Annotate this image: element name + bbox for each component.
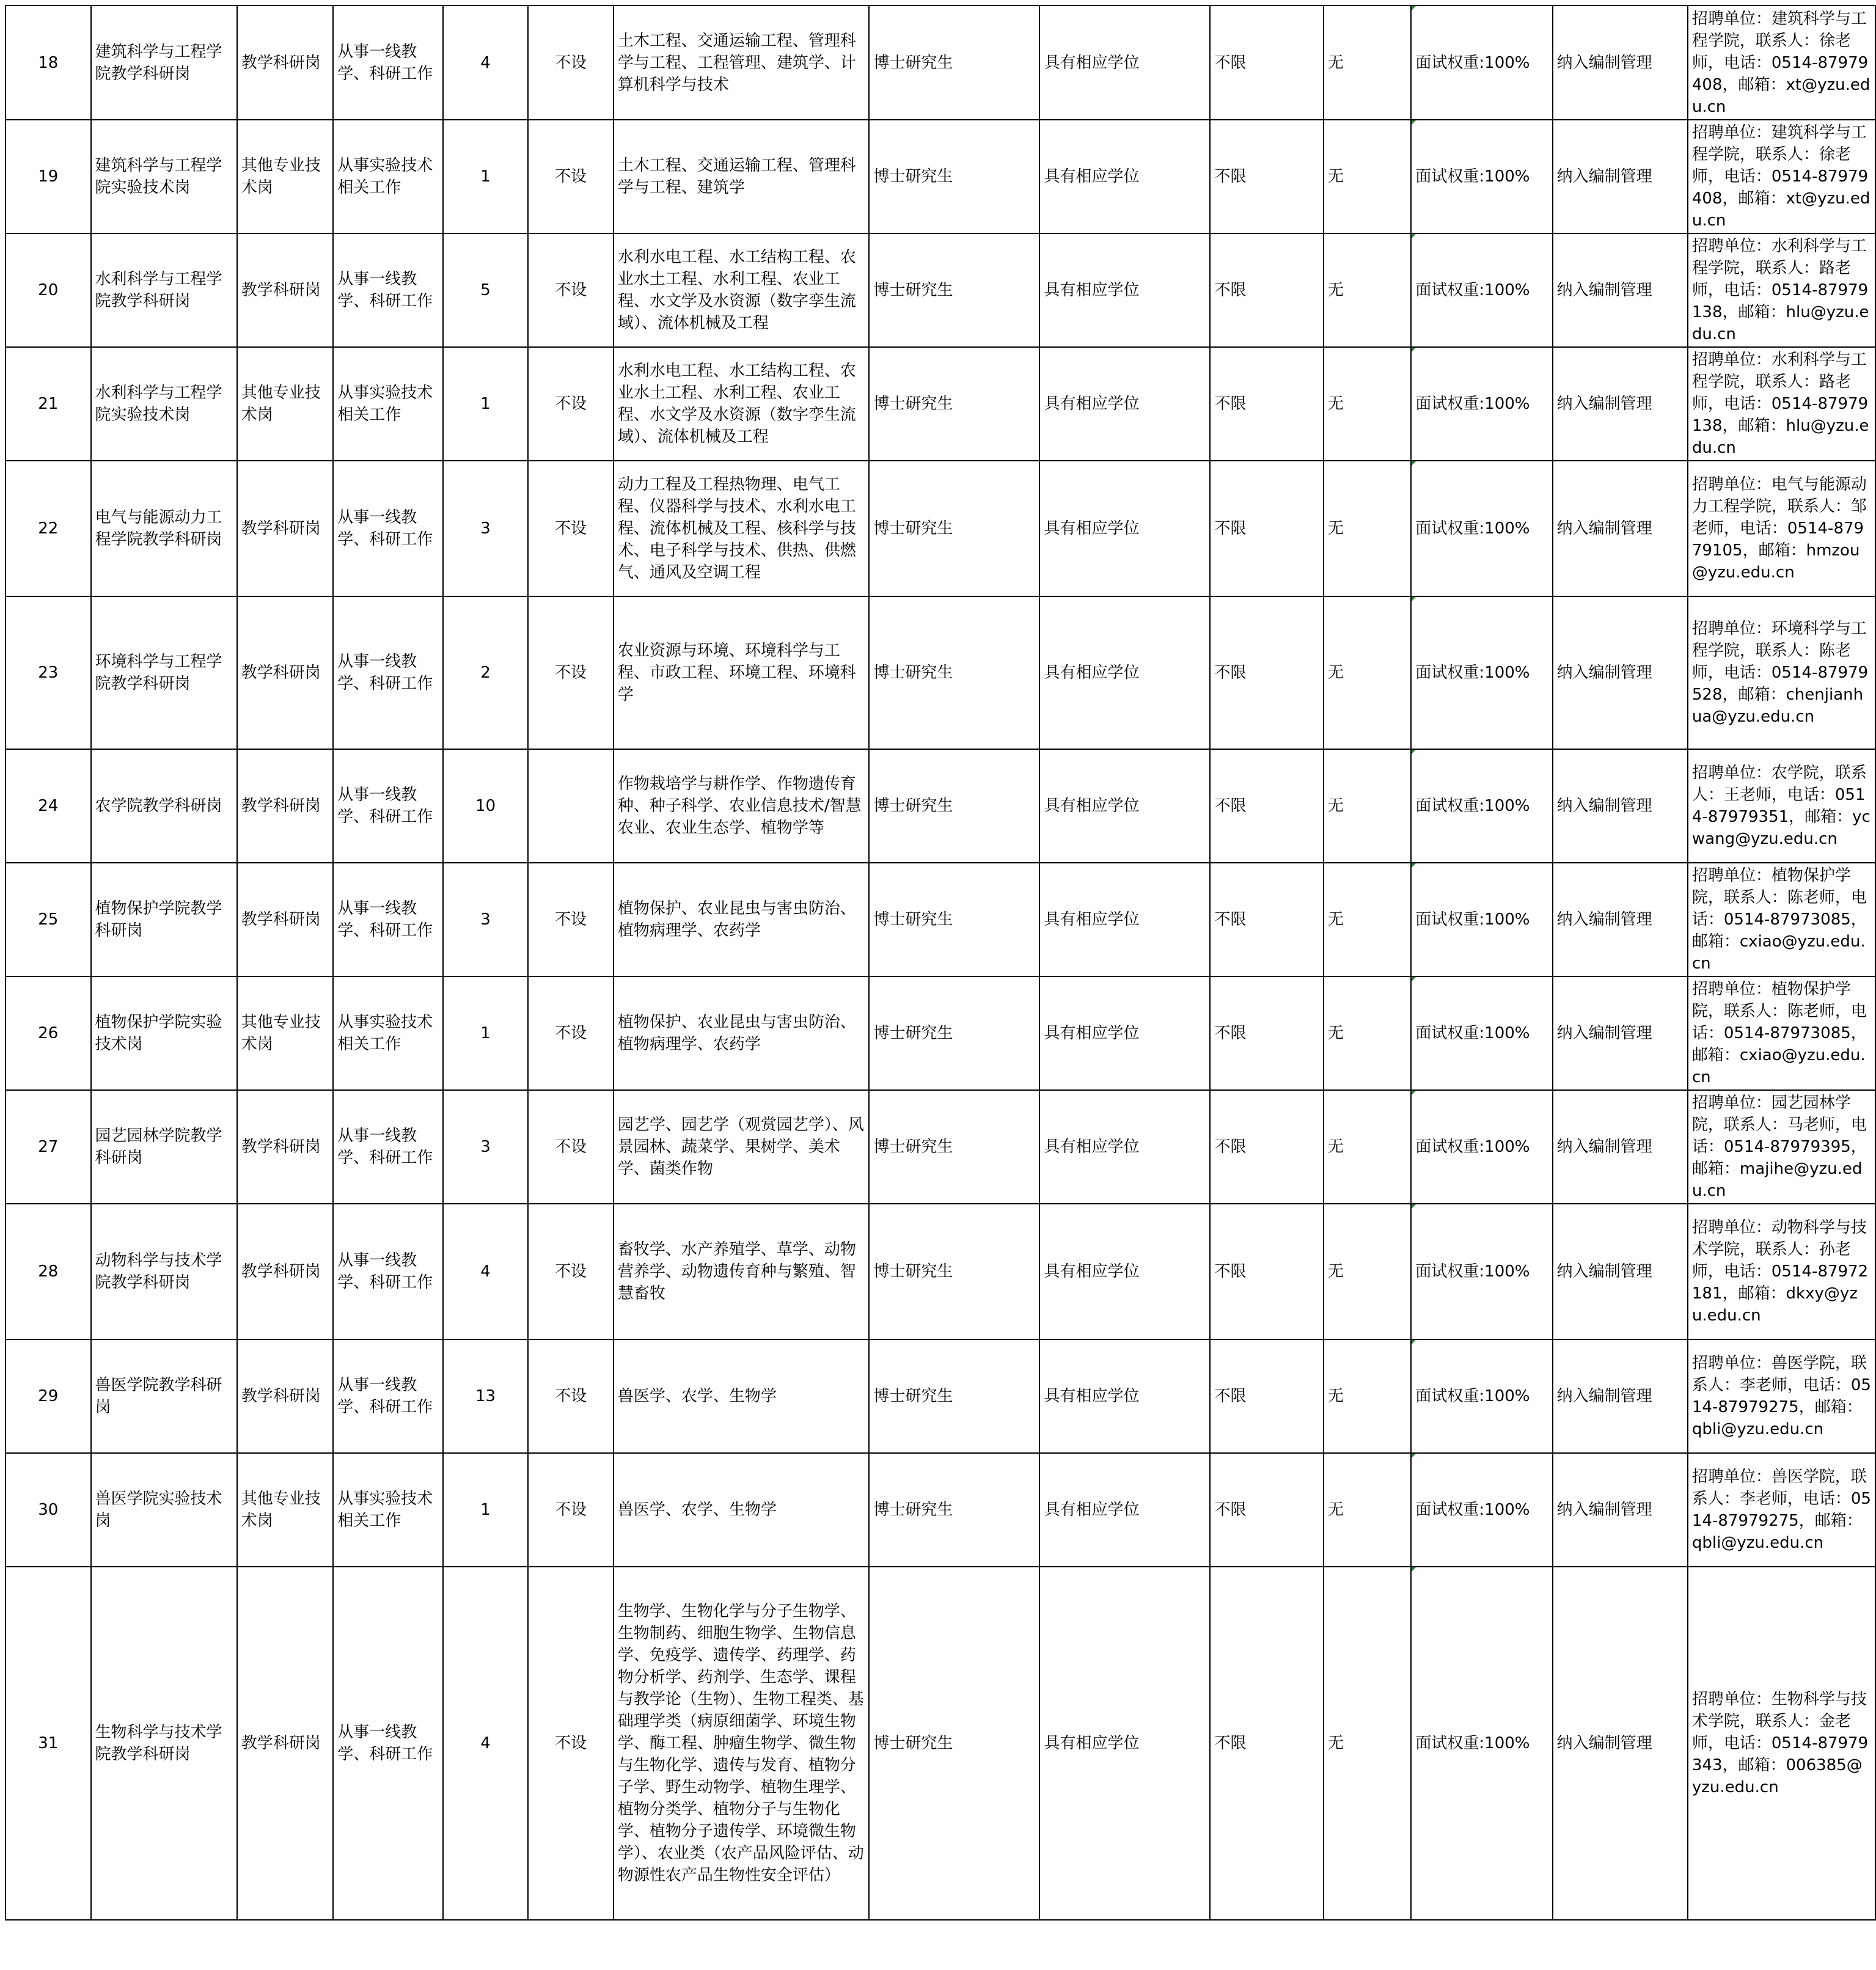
recruit-count-cell: 3 <box>443 461 529 596</box>
major-requirement-cell: 植物保护、农业昆虫与害虫防治、植物病理学、农药学 <box>614 863 870 976</box>
job-duty-cell: 从事一线教学、科研工作 <box>333 233 443 347</box>
age-requirement-cell: 不限 <box>1210 461 1323 596</box>
age-requirement-cell: 不限 <box>1210 1204 1323 1339</box>
row-number-cell: 27 <box>5 1090 91 1204</box>
row-number-cell: 30 <box>5 1453 91 1567</box>
contact-info-cell: 招聘单位：农学院，联系人：王老师，电话：0514-87979351，邮箱：ycwang@yzu.edu.cn <box>1688 749 1875 863</box>
other-requirement-cell: 无 <box>1324 863 1412 976</box>
job-duty-cell: 从事实验技术相关工作 <box>333 976 443 1090</box>
contact-info-cell: 招聘单位：环境科学与工程学院，联系人：陈老师，电话：0514-87979528，邮箱：chenjianhua@yzu.edu.cn <box>1688 596 1875 749</box>
job-duty-cell: 从事一线教学、科研工作 <box>333 5 443 120</box>
interview-weight-cell: 面试权重:100% <box>1411 1204 1552 1339</box>
row-number-cell: 29 <box>5 1339 91 1453</box>
recruit-count-cell: 4 <box>443 1567 529 1920</box>
open-ratio-cell: 不设 <box>528 347 614 461</box>
contact-info-cell: 招聘单位：植物保护学院，联系人：陈老师，电话：0514-87973085，邮箱：cxiao@yzu.edu.cn <box>1688 863 1875 976</box>
position-category-cell: 教学科研岗 <box>237 1339 334 1453</box>
position-category-cell: 教学科研岗 <box>237 461 334 596</box>
position-category-cell: 教学科研岗 <box>237 1567 334 1920</box>
major-requirement-cell: 园艺学、园艺学（观赏园艺学）、风景园林、蔬菜学、果树学、美术学、菌类作物 <box>614 1090 870 1204</box>
other-requirement-cell: 无 <box>1324 461 1412 596</box>
other-requirement-cell: 无 <box>1324 1204 1412 1339</box>
job-duty-cell: 从事一线教学、科研工作 <box>333 749 443 863</box>
table-row <box>5 976 1875 1090</box>
interview-weight-cell: 面试权重:100% <box>1411 233 1552 347</box>
row-number-cell: 18 <box>5 5 91 120</box>
education-requirement-cell: 博士研究生 <box>869 1567 1039 1920</box>
interview-weight-cell: 面试权重:100% <box>1411 120 1552 233</box>
recruit-count-cell: 1 <box>443 120 529 233</box>
degree-requirement-cell: 具有相应学位 <box>1039 749 1210 863</box>
position-name-cell: 建筑科学与工程学院教学科研岗 <box>91 5 237 120</box>
staffing-management-cell: 纳入编制管理 <box>1553 233 1688 347</box>
age-requirement-cell: 不限 <box>1210 1339 1323 1453</box>
staffing-management-cell: 纳入编制管理 <box>1553 1567 1688 1920</box>
position-category-cell: 其他专业技术岗 <box>237 120 334 233</box>
position-name-cell: 园艺园林学院教学科研岗 <box>91 1090 237 1204</box>
interview-weight-cell: 面试权重:100% <box>1411 596 1552 749</box>
row-number-cell: 24 <box>5 749 91 863</box>
degree-requirement-cell: 具有相应学位 <box>1039 1204 1210 1339</box>
other-requirement-cell: 无 <box>1324 749 1412 863</box>
other-requirement-cell: 无 <box>1324 347 1412 461</box>
position-name-cell: 水利科学与工程学院教学科研岗 <box>91 233 237 347</box>
contact-info-cell: 招聘单位：兽医学院，联系人：李老师，电话：0514-87979275，邮箱：qbli@yzu.edu.cn <box>1688 1339 1875 1453</box>
recruit-count-cell: 10 <box>443 749 529 863</box>
position-category-cell: 教学科研岗 <box>237 5 334 120</box>
position-category-cell: 教学科研岗 <box>237 749 334 863</box>
table-row <box>5 1567 1875 1920</box>
major-requirement-cell: 水利水电工程、水工结构工程、农业水土工程、水利工程、农业工程、水文学及水资源（数字孪生流域）、流体机械及工程 <box>614 347 870 461</box>
education-requirement-cell: 博士研究生 <box>869 461 1039 596</box>
position-category-cell: 其他专业技术岗 <box>237 347 334 461</box>
major-requirement-cell: 土木工程、交通运输工程、管理科学与工程、建筑学 <box>614 120 870 233</box>
interview-weight-cell: 面试权重:100% <box>1411 347 1552 461</box>
degree-requirement-cell: 具有相应学位 <box>1039 120 1210 233</box>
row-number-cell: 22 <box>5 461 91 596</box>
recruit-count-cell: 1 <box>443 347 529 461</box>
open-ratio-cell: 不设 <box>528 120 614 233</box>
row-number-cell: 19 <box>5 120 91 233</box>
degree-requirement-cell: 具有相应学位 <box>1039 1339 1210 1453</box>
staffing-management-cell: 纳入编制管理 <box>1553 461 1688 596</box>
other-requirement-cell: 无 <box>1324 1339 1412 1453</box>
contact-info-cell: 招聘单位：兽医学院，联系人：李老师，电话：0514-87979275，邮箱：qbli@yzu.edu.cn <box>1688 1453 1875 1567</box>
open-ratio-cell <box>528 749 614 863</box>
row-number-cell: 20 <box>5 233 91 347</box>
major-requirement-cell: 动力工程及工程热物理、电气工程、仪器科学与技术、水利水电工程、流体机械及工程、核科学与技术、电子科学与技术、供热、供燃气、通风及空调工程 <box>614 461 870 596</box>
position-name-cell: 环境科学与工程学院教学科研岗 <box>91 596 237 749</box>
contact-info-cell: 招聘单位：水利科学与工程学院，联系人：路老师，电话：0514-87979138，邮箱：hlu@yzu.edu.cn <box>1688 347 1875 461</box>
job-duty-cell: 从事一线教学、科研工作 <box>333 863 443 976</box>
staffing-management-cell: 纳入编制管理 <box>1553 976 1688 1090</box>
position-name-cell: 生物科学与技术学院教学科研岗 <box>91 1567 237 1920</box>
open-ratio-cell: 不设 <box>528 976 614 1090</box>
open-ratio-cell: 不设 <box>528 863 614 976</box>
recruit-count-cell: 3 <box>443 863 529 976</box>
position-name-cell: 动物科学与技术学院教学科研岗 <box>91 1204 237 1339</box>
job-duty-cell: 从事一线教学、科研工作 <box>333 461 443 596</box>
interview-weight-cell: 面试权重:100% <box>1411 461 1552 596</box>
interview-weight-cell: 面试权重:100% <box>1411 749 1552 863</box>
contact-info-cell: 招聘单位：建筑科学与工程学院，联系人：徐老师，电话：0514-87979408，邮箱：xt@yzu.edu.cn <box>1688 120 1875 233</box>
degree-requirement-cell: 具有相应学位 <box>1039 5 1210 120</box>
table-row <box>5 749 1875 863</box>
major-requirement-cell: 植物保护、农业昆虫与害虫防治、植物病理学、农药学 <box>614 976 870 1090</box>
position-name-cell: 建筑科学与工程学院实验技术岗 <box>91 120 237 233</box>
recruit-count-cell: 4 <box>443 1204 529 1339</box>
major-requirement-cell: 水利水电工程、水工结构工程、农业水土工程、水利工程、农业工程、水文学及水资源（数字孪生流域）、流体机械及工程 <box>614 233 870 347</box>
contact-info-cell: 招聘单位：园艺园林学院，联系人：马老师，电话：0514-87979395，邮箱：majihe@yzu.edu.cn <box>1688 1090 1875 1204</box>
education-requirement-cell: 博士研究生 <box>869 596 1039 749</box>
education-requirement-cell: 博士研究生 <box>869 233 1039 347</box>
table-row <box>5 1204 1875 1339</box>
job-duty-cell: 从事一线教学、科研工作 <box>333 1090 443 1204</box>
education-requirement-cell: 博士研究生 <box>869 863 1039 976</box>
row-number-cell: 23 <box>5 596 91 749</box>
degree-requirement-cell: 具有相应学位 <box>1039 233 1210 347</box>
open-ratio-cell: 不设 <box>528 1453 614 1567</box>
age-requirement-cell: 不限 <box>1210 1090 1323 1204</box>
contact-info-cell: 招聘单位：动物科学与技术学院，联系人：孙老师，电话：0514-87972181，邮箱：dkxy@yzu.edu.cn <box>1688 1204 1875 1339</box>
degree-requirement-cell: 具有相应学位 <box>1039 1567 1210 1920</box>
job-duty-cell: 从事一线教学、科研工作 <box>333 1204 443 1339</box>
contact-info-cell: 招聘单位：电气与能源动力工程学院，联系人：邹老师，电话：0514-87979105，邮箱：hmzou@yzu.edu.cn <box>1688 461 1875 596</box>
degree-requirement-cell: 具有相应学位 <box>1039 1453 1210 1567</box>
age-requirement-cell: 不限 <box>1210 976 1323 1090</box>
other-requirement-cell: 无 <box>1324 5 1412 120</box>
position-category-cell: 其他专业技术岗 <box>237 976 334 1090</box>
position-name-cell: 兽医学院实验技术岗 <box>91 1453 237 1567</box>
interview-weight-cell: 面试权重:100% <box>1411 976 1552 1090</box>
row-number-cell: 25 <box>5 863 91 976</box>
education-requirement-cell: 博士研究生 <box>869 976 1039 1090</box>
age-requirement-cell: 不限 <box>1210 5 1323 120</box>
interview-weight-cell: 面试权重:100% <box>1411 1567 1552 1920</box>
position-name-cell: 水利科学与工程学院实验技术岗 <box>91 347 237 461</box>
major-requirement-cell: 兽医学、农学、生物学 <box>614 1453 870 1567</box>
major-requirement-cell: 畜牧学、水产养殖学、草学、动物营养学、动物遗传育种与繁殖、智慧畜牧 <box>614 1204 870 1339</box>
position-category-cell: 教学科研岗 <box>237 1204 334 1339</box>
position-name-cell: 植物保护学院教学科研岗 <box>91 863 237 976</box>
age-requirement-cell: 不限 <box>1210 1453 1323 1567</box>
major-requirement-cell: 生物学、生物化学与分子生物学、生物制药、细胞生物学、生物信息学、免疫学、遗传学、药理学、药物分析学、药剂学、生态学、课程与教学论（生物）、生物工程类、基础理学类（病原细菌学、环境生物学、酶工程、肿瘤生物学、微生物与生物化学、遗传与发育、植物分子学、野生动物学、植物生理学、植物分类学、植物分子与生物化学、植物分子遗传学、环境微生物学）、农业类（农产品风险评估、动物源性农产品生物性安全评估） <box>614 1567 870 1920</box>
education-requirement-cell: 博士研究生 <box>869 1453 1039 1567</box>
degree-requirement-cell: 具有相应学位 <box>1039 976 1210 1090</box>
open-ratio-cell: 不设 <box>528 1204 614 1339</box>
open-ratio-cell: 不设 <box>528 1090 614 1204</box>
staffing-management-cell: 纳入编制管理 <box>1553 5 1688 120</box>
table-row <box>5 1339 1875 1453</box>
open-ratio-cell: 不设 <box>528 1567 614 1920</box>
education-requirement-cell: 博士研究生 <box>869 5 1039 120</box>
job-duty-cell: 从事实验技术相关工作 <box>333 120 443 233</box>
major-requirement-cell: 土木工程、交通运输工程、管理科学与工程、工程管理、建筑学、计算机科学与技术 <box>614 5 870 120</box>
job-duty-cell: 从事一线教学、科研工作 <box>333 1567 443 1920</box>
table-row <box>5 347 1875 461</box>
staffing-management-cell: 纳入编制管理 <box>1553 1090 1688 1204</box>
recruit-count-cell: 13 <box>443 1339 529 1453</box>
degree-requirement-cell: 具有相应学位 <box>1039 863 1210 976</box>
row-number-cell: 26 <box>5 976 91 1090</box>
major-requirement-cell: 作物栽培学与耕作学、作物遗传育种、种子科学、农业信息技术/智慧农业、农业生态学、植物学等 <box>614 749 870 863</box>
table-row <box>5 863 1875 976</box>
position-name-cell: 植物保护学院实验技术岗 <box>91 976 237 1090</box>
age-requirement-cell: 不限 <box>1210 596 1323 749</box>
table-row <box>5 120 1875 233</box>
age-requirement-cell: 不限 <box>1210 347 1323 461</box>
education-requirement-cell: 博士研究生 <box>869 347 1039 461</box>
recruit-count-cell: 1 <box>443 1453 529 1567</box>
job-duty-cell: 从事一线教学、科研工作 <box>333 1339 443 1453</box>
education-requirement-cell: 博士研究生 <box>869 1204 1039 1339</box>
age-requirement-cell: 不限 <box>1210 749 1323 863</box>
job-duty-cell: 从事一线教学、科研工作 <box>333 596 443 749</box>
other-requirement-cell: 无 <box>1324 1090 1412 1204</box>
position-name-cell: 兽医学院教学科研岗 <box>91 1339 237 1453</box>
age-requirement-cell: 不限 <box>1210 863 1323 976</box>
table-row <box>5 461 1875 596</box>
recruitment-table <box>5 5 1876 1921</box>
interview-weight-cell: 面试权重:100% <box>1411 1339 1552 1453</box>
open-ratio-cell: 不设 <box>528 596 614 749</box>
age-requirement-cell: 不限 <box>1210 120 1323 233</box>
staffing-management-cell: 纳入编制管理 <box>1553 1453 1688 1567</box>
education-requirement-cell: 博士研究生 <box>869 749 1039 863</box>
degree-requirement-cell: 具有相应学位 <box>1039 461 1210 596</box>
recruit-count-cell: 2 <box>443 596 529 749</box>
degree-requirement-cell: 具有相应学位 <box>1039 596 1210 749</box>
position-category-cell: 教学科研岗 <box>237 1090 334 1204</box>
other-requirement-cell: 无 <box>1324 233 1412 347</box>
recruit-count-cell: 4 <box>443 5 529 120</box>
education-requirement-cell: 博士研究生 <box>869 1339 1039 1453</box>
other-requirement-cell: 无 <box>1324 1567 1412 1920</box>
education-requirement-cell: 博士研究生 <box>869 1090 1039 1204</box>
age-requirement-cell: 不限 <box>1210 233 1323 347</box>
staffing-management-cell: 纳入编制管理 <box>1553 863 1688 976</box>
job-duty-cell: 从事实验技术相关工作 <box>333 347 443 461</box>
age-requirement-cell: 不限 <box>1210 1567 1323 1920</box>
position-category-cell: 教学科研岗 <box>237 863 334 976</box>
table-row <box>5 5 1875 120</box>
interview-weight-cell: 面试权重:100% <box>1411 5 1552 120</box>
contact-info-cell: 招聘单位：生物科学与技术学院，联系人：金老师，电话：0514-87979343，邮箱：006385@yzu.edu.cn <box>1688 1567 1875 1920</box>
open-ratio-cell: 不设 <box>528 5 614 120</box>
staffing-management-cell: 纳入编制管理 <box>1553 596 1688 749</box>
job-duty-cell: 从事实验技术相关工作 <box>333 1453 443 1567</box>
education-requirement-cell: 博士研究生 <box>869 120 1039 233</box>
position-name-cell: 农学院教学科研岗 <box>91 749 237 863</box>
interview-weight-cell: 面试权重:100% <box>1411 863 1552 976</box>
recruit-count-cell: 1 <box>443 976 529 1090</box>
table-body <box>5 5 1875 1920</box>
row-number-cell: 21 <box>5 347 91 461</box>
table-row <box>5 1453 1875 1567</box>
interview-weight-cell: 面试权重:100% <box>1411 1090 1552 1204</box>
staffing-management-cell: 纳入编制管理 <box>1553 749 1688 863</box>
other-requirement-cell: 无 <box>1324 120 1412 233</box>
table-row <box>5 1090 1875 1204</box>
contact-info-cell: 招聘单位：建筑科学与工程学院，联系人：徐老师，电话：0514-87979408，邮箱：xt@yzu.edu.cn <box>1688 5 1875 120</box>
position-category-cell: 教学科研岗 <box>237 596 334 749</box>
staffing-management-cell: 纳入编制管理 <box>1553 1339 1688 1453</box>
recruit-count-cell: 3 <box>443 1090 529 1204</box>
row-number-cell: 28 <box>5 1204 91 1339</box>
staffing-management-cell: 纳入编制管理 <box>1553 347 1688 461</box>
position-name-cell: 电气与能源动力工程学院教学科研岗 <box>91 461 237 596</box>
table-row <box>5 596 1875 749</box>
other-requirement-cell: 无 <box>1324 1453 1412 1567</box>
open-ratio-cell: 不设 <box>528 1339 614 1453</box>
major-requirement-cell: 农业资源与环境、环境科学与工程、市政工程、环境工程、环境科学 <box>614 596 870 749</box>
degree-requirement-cell: 具有相应学位 <box>1039 1090 1210 1204</box>
table-row <box>5 233 1875 347</box>
position-category-cell: 其他专业技术岗 <box>237 1453 334 1567</box>
other-requirement-cell: 无 <box>1324 596 1412 749</box>
recruit-count-cell: 5 <box>443 233 529 347</box>
major-requirement-cell: 兽医学、农学、生物学 <box>614 1339 870 1453</box>
open-ratio-cell: 不设 <box>528 233 614 347</box>
open-ratio-cell: 不设 <box>528 461 614 596</box>
interview-weight-cell: 面试权重:100% <box>1411 1453 1552 1567</box>
degree-requirement-cell: 具有相应学位 <box>1039 347 1210 461</box>
row-number-cell: 31 <box>5 1567 91 1920</box>
other-requirement-cell: 无 <box>1324 976 1412 1090</box>
staffing-management-cell: 纳入编制管理 <box>1553 120 1688 233</box>
contact-info-cell: 招聘单位：水利科学与工程学院，联系人：路老师，电话：0514-87979138，邮箱：hlu@yzu.edu.cn <box>1688 233 1875 347</box>
contact-info-cell: 招聘单位：植物保护学院，联系人：陈老师，电话：0514-87973085，邮箱：cxiao@yzu.edu.cn <box>1688 976 1875 1090</box>
staffing-management-cell: 纳入编制管理 <box>1553 1204 1688 1339</box>
position-category-cell: 教学科研岗 <box>237 233 334 347</box>
